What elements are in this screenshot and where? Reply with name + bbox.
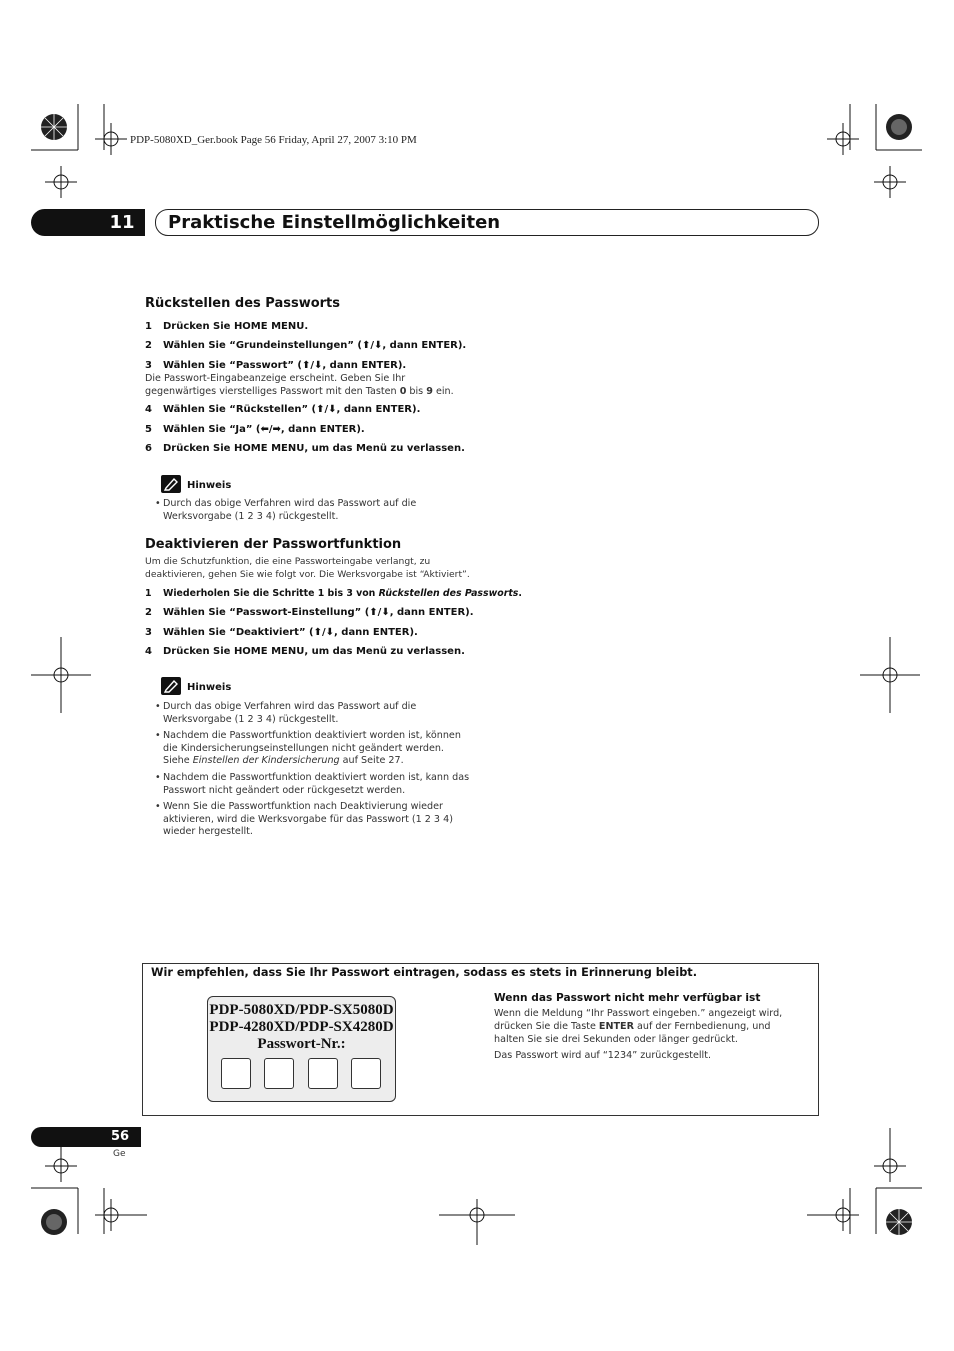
box-right-heading: Wenn das Passwort nicht mehr verfügbar ist [494,992,761,1004]
chapter-title: Praktische Einstellmöglichkeiten [168,212,501,233]
step-text-end: . [518,588,522,599]
note-line: die Kindersicherungseinstellungen nicht geändert werden. [163,742,444,754]
step-text: Drücken Sie HOME MENU, um das Menü zu verlassen. [163,646,465,657]
note-line: Werksvorgabe (1 2 3 4) rückgestellt. [163,510,339,522]
note-line: aktivieren, wird die Werksvorgabe für das Passwort (1 2 3 4) [163,813,453,825]
step-number: 2 [145,340,152,351]
step-text: Wählen Sie “Grundeinstellungen” ( [163,340,362,351]
card-password-label: Passwort-Nr.: [257,1036,346,1052]
card-model-line: PDP-5080XD/PDP-SX5080D [209,1002,394,1018]
step-item [145,627,418,638]
step-text: Wählen Sie “Deaktiviert” ( [163,627,314,638]
note-text: Siehe [163,755,193,767]
note-bullet [163,730,473,768]
step-number: 3 [145,627,152,638]
note-bullet [163,701,473,726]
note-pencil-icon [161,677,181,695]
password-digit-box [264,1058,294,1089]
note-line [163,755,473,768]
box-text: drücken Sie die Taste [494,1021,599,1032]
step-item [145,360,406,371]
detail-text: ein. [432,386,454,397]
step-text: Wählen Sie “Passwort-Einstellung” ( [163,607,370,618]
step-number: 1 [145,588,152,599]
note-line: • Durch das obige Verfahren wird das Passwort auf die [163,498,417,509]
step-text-end: , dann ENTER). [389,607,474,618]
password-digit-box [308,1058,338,1089]
arrow-keys-icon: ⬆/⬇ [316,404,337,415]
arrow-keys-icon: ⬅/➡ [260,424,281,435]
step-text-end: , dann ENTER). [336,404,421,415]
card-model-line: PDP-4280XD/PDP-SX4280D [209,1019,394,1035]
step-item [145,404,420,415]
arrow-keys-icon: ⬆/⬇ [369,607,390,618]
box-right-text [494,1007,782,1062]
step-item [145,424,365,435]
step-detail-line [145,385,454,398]
step-text-end: , dann ENTER). [322,360,407,371]
step-text: Drücken Sie HOME MENU. [163,321,309,332]
page-language: Ge [113,1149,126,1159]
step-item [145,646,465,657]
step-item [145,340,466,351]
step-item [145,443,465,454]
step-text-end: , dann ENTER). [334,627,418,638]
arrow-keys-icon: ⬆/⬇ [313,627,334,638]
note-label: Hinweis [187,682,232,693]
step-item [145,588,522,599]
note-bullet [163,772,473,797]
note-line: • Nachdem die Passwortfunktion deaktiviert worden ist, können [163,730,461,741]
password-digit-box [221,1058,251,1089]
note-line: • Wenn Sie die Passwortfunktion nach Deaktivierung wieder [163,801,443,812]
step-number: 3 [145,360,152,371]
box-header: Wir empfehlen, dass Sie Ihr Passwort eintragen, sodass es stets in Erinnerung bleibt. [151,966,697,979]
note-line: • Durch das obige Verfahren wird das Passwort auf die [163,701,417,712]
note-reference: Einstellen der Kindersicherung [192,755,340,767]
box-text-line: halten Sie sie drei Sekunden oder länger gedrückt. [494,1034,738,1045]
step-number: 5 [145,424,152,435]
box-text-line: Wenn die Meldung “Ihr Passwort eingeben.” angezeigt wird, [494,1008,783,1019]
password-digit-box [351,1058,381,1089]
key-9: 9 [426,386,433,397]
section-intro [145,556,470,581]
arrow-keys-icon: ⬆/⬇ [301,360,323,371]
chapter-number: 11 [109,212,135,233]
arrow-keys-icon: ⬆/⬇ [361,340,383,351]
step-number: 1 [145,321,152,332]
note-bullet [163,498,473,523]
note-text: auf Seite 27. [339,755,404,767]
step-text: Wählen Sie “Ja” ( [163,424,261,435]
page-number: 56 [110,1129,130,1144]
step-text-end: , dann ENTER). [280,424,365,435]
step-number: 4 [145,646,152,657]
step-item [145,607,474,618]
step-text: Wählen Sie “Passwort” ( [163,360,302,371]
note-line: • Nachdem die Passwortfunktion deaktiviert worden ist, kann das [163,772,470,783]
step-detail-line: Die Passwort-Eingabeanzeige erscheint. Geben Sie Ihr [145,373,406,384]
enter-key-label: ENTER [598,1021,634,1032]
note-pencil-icon [161,475,181,493]
step-detail [145,372,454,398]
note-label: Hinweis [187,480,232,491]
note-line: Passwort nicht geändert oder rückgesetzt werden. [163,784,406,796]
intro-line: Um die Schutzfunktion, die eine Passworteingabe verlangt, zu [145,556,431,567]
step-text: Wählen Sie “Rückstellen” ( [163,404,317,415]
book-info-line: PDP-5080XD_Ger.book Page 56 Friday, April 27, 2007 3:10 PM [130,134,417,146]
step-number: 4 [145,404,152,415]
step-text-end: , dann ENTER). [382,340,467,351]
step-item [145,321,308,332]
key-0: 0 [399,386,407,397]
note-line: wieder hergestellt. [163,826,253,838]
box-text-line [494,1020,782,1033]
step-text: Wiederholen Sie die Schritte 1 bis 3 von [163,588,379,599]
step-text: Drücken Sie HOME MENU, um das Menü zu verlassen. [163,443,465,454]
step-number: 2 [145,607,152,618]
detail-text: bis [406,386,427,397]
note-bullet [163,801,473,839]
step-reference: Rückstellen des Passworts [378,588,519,599]
box-text-line: Das Passwort wird auf “1234” zurückgestellt. [494,1050,712,1061]
section-heading-reset-password: Rückstellen des Passworts [145,296,341,311]
section-heading-disable-password: Deaktivieren der Passwortfunktion [145,537,402,552]
detail-text: gegenwärtiges vierstelliges Passwort mit den Tasten [145,386,400,397]
box-text: auf der Fernbedienung, und [634,1021,771,1032]
note-line: Werksvorgabe (1 2 3 4) rückgestellt. [163,713,339,725]
step-number: 6 [145,443,152,454]
intro-line: deaktivieren, gehen Sie wie folgt vor. Die Werksvorgabe ist “Aktiviert”. [145,568,470,580]
